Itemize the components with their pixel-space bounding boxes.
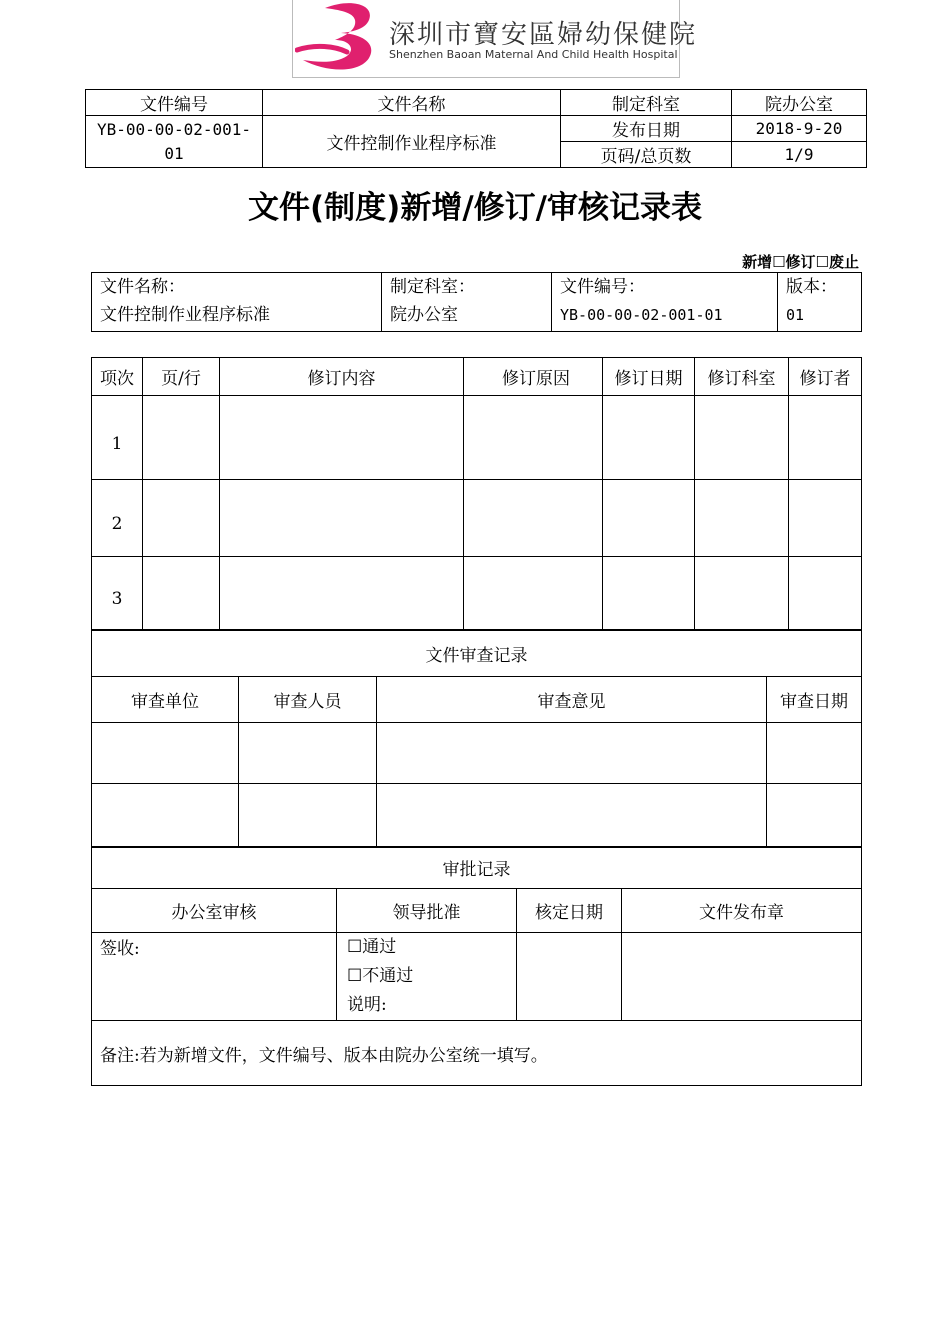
empty-cell[interactable] [603, 480, 695, 557]
empty-cell[interactable] [789, 480, 862, 557]
empty-cell[interactable] [695, 480, 789, 557]
approval-section-title: 审批记录 [92, 847, 862, 889]
review-section-title: 文件审查记录 [92, 630, 862, 676]
row-number: 2 [92, 480, 143, 557]
remark-note: 备注:若为新增文件，文件编号、版本由院办公室统一填写。 [92, 1021, 862, 1086]
fail-checkbox[interactable]: ☐不通过 [347, 966, 414, 986]
revision-table [91, 357, 862, 630]
empty-cell[interactable] [464, 480, 603, 557]
row-number: 1 [92, 396, 143, 480]
page-label: 页码/总页数 [561, 142, 732, 168]
empty-cell[interactable] [767, 722, 862, 783]
date-value: 2018-9-20 [732, 116, 867, 142]
header-revision-content: 修订内容 [220, 358, 464, 396]
sign-cell[interactable] [92, 933, 337, 1021]
header-leader-approval: 领导批准 [337, 889, 517, 933]
info-ver-value: 01 [786, 306, 805, 324]
doc-no-label: 文件编号 [86, 90, 263, 116]
dept-value: 院办公室 [732, 90, 867, 116]
status-options: 新增☐修订☐废止 [742, 253, 859, 271]
empty-cell[interactable] [789, 396, 862, 480]
info-name-value: 文件控制作业程序标准 [100, 305, 270, 325]
empty-cell[interactable] [603, 396, 695, 480]
info-name-cell [92, 273, 382, 332]
logo-name-cn: 深圳市寶安區婦幼保健院 [389, 20, 698, 50]
logo-b-mark-icon [295, 0, 387, 76]
page-title: 文件(制度)新增/修订/审核记录表 [248, 190, 702, 226]
empty-cell[interactable] [377, 722, 767, 783]
empty-cell[interactable] [220, 396, 464, 480]
document-header-table [85, 89, 867, 168]
header-review-unit: 审查单位 [92, 676, 239, 722]
hospital-logo [292, 0, 698, 78]
empty-cell[interactable] [143, 557, 220, 630]
date-label: 发布日期 [561, 116, 732, 142]
note-label: 说明: [347, 995, 387, 1015]
approval-options-cell [337, 933, 517, 1021]
row-number: 3 [92, 557, 143, 630]
header-reviewer: 审查人员 [239, 676, 377, 722]
approval-table [91, 846, 862, 1086]
info-ver-label: 版本： [786, 277, 837, 297]
empty-cell[interactable] [464, 396, 603, 480]
table-row [92, 783, 862, 847]
header-reviser: 修订者 [789, 358, 862, 396]
empty-cell[interactable] [377, 783, 767, 847]
info-dept-cell [382, 273, 552, 332]
table-row [92, 480, 862, 557]
header-review-opinion: 审查意见 [377, 676, 767, 722]
table-row [92, 722, 862, 783]
info-dept-label: 制定科室： [390, 277, 475, 297]
empty-cell[interactable] [767, 783, 862, 847]
header-revision-date: 修订日期 [603, 358, 695, 396]
info-no-label: 文件编号： [560, 277, 645, 297]
table-row [92, 396, 862, 480]
empty-cell[interactable] [220, 480, 464, 557]
page-value: 1/9 [732, 142, 867, 168]
document-info-table [91, 272, 862, 332]
header-approval-date: 核定日期 [517, 889, 622, 933]
empty-cell[interactable] [92, 783, 239, 847]
info-dept-value: 院办公室 [390, 305, 458, 325]
empty-cell[interactable] [695, 557, 789, 630]
header-release-seal: 文件发布章 [622, 889, 862, 933]
logo-name-en: Shenzhen Baoan Maternal And Child Health Hospital [389, 48, 678, 61]
header-revision-dept: 修订科室 [695, 358, 789, 396]
info-no-value: YB-00-00-02-001-01 [560, 306, 723, 324]
doc-name-label: 文件名称 [263, 90, 561, 116]
header-review-date: 审查日期 [767, 676, 862, 722]
empty-cell[interactable] [220, 557, 464, 630]
header-office-review: 办公室审核 [92, 889, 337, 933]
sign-label: 签收: [100, 939, 140, 959]
header-revision-reason: 修订原因 [464, 358, 603, 396]
empty-cell[interactable] [143, 480, 220, 557]
empty-cell[interactable] [603, 557, 695, 630]
empty-cell[interactable] [695, 396, 789, 480]
empty-cell[interactable] [517, 933, 622, 1021]
doc-name-value: 文件控制作业程序标准 [263, 116, 561, 168]
empty-cell[interactable] [92, 722, 239, 783]
doc-no-value: YB-00-00-02-001-01 [86, 116, 263, 168]
info-no-cell [552, 273, 778, 332]
empty-cell[interactable] [239, 722, 377, 783]
empty-cell[interactable] [239, 783, 377, 847]
info-ver-cell [778, 273, 862, 332]
review-table [91, 629, 862, 848]
info-name-label: 文件名称： [100, 277, 185, 297]
empty-cell[interactable] [622, 933, 862, 1021]
dept-label: 制定科室 [561, 90, 732, 116]
header-page-line: 页/行 [143, 358, 220, 396]
empty-cell[interactable] [464, 557, 603, 630]
pass-checkbox[interactable]: ☐通过 [347, 937, 397, 957]
header-item-no: 项次 [92, 358, 143, 396]
empty-cell[interactable] [789, 557, 862, 630]
table-row [92, 557, 862, 630]
empty-cell[interactable] [143, 396, 220, 480]
